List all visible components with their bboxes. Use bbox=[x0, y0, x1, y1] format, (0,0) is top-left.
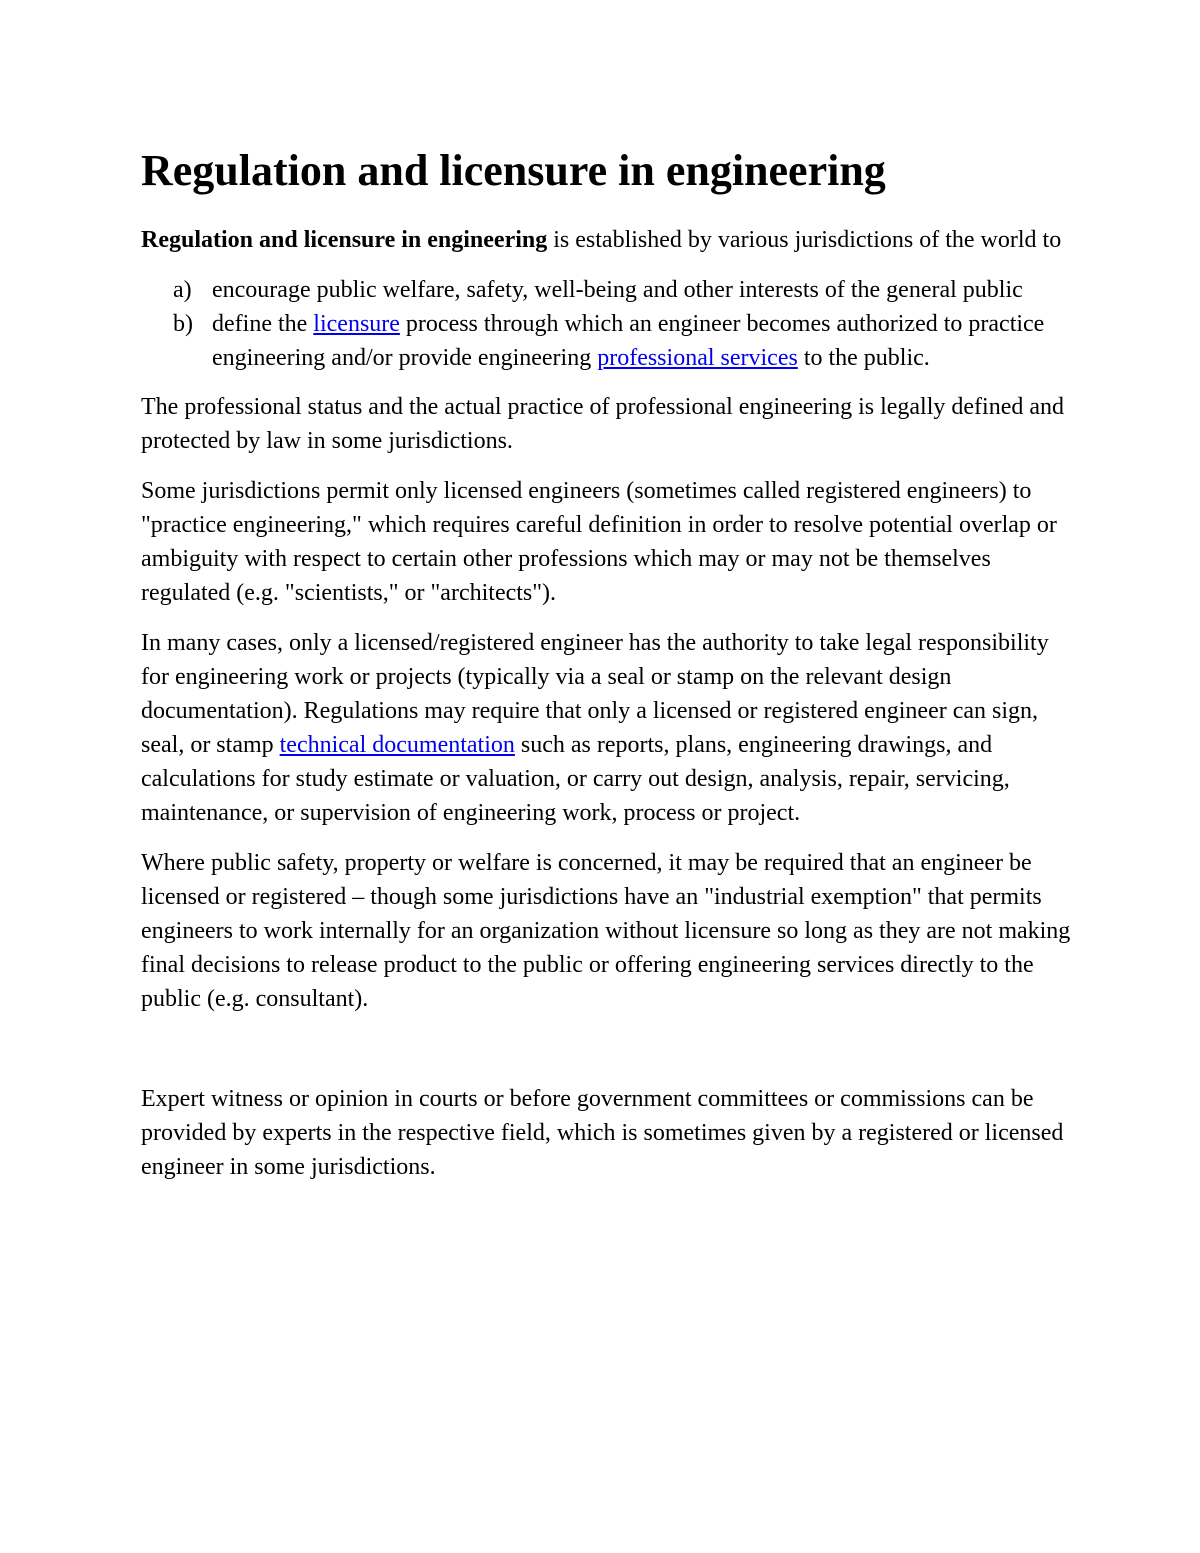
list-marker: a) bbox=[173, 277, 192, 303]
list-item-text: process through which an engineer becomes authorized to practice engineering and/or provide engineering bbox=[212, 311, 1045, 371]
jurisdictions-paragraph: Some jurisdictions permit only licensed engineers (sometimes called registered engineers) to "practice engineering," which requires careful definition in order to resolve potential overlap or ambiguity with respect to certain other professions which may or may not be themselves regulated (e.g. "scientists," or "architects"). bbox=[141, 478, 1057, 606]
list-item-text: encourage public welfare, safety, well-being and other interests of the general public bbox=[212, 277, 1023, 303]
list-item-text: to the public. bbox=[797, 345, 930, 371]
licensure-link[interactable]: licensure bbox=[313, 311, 400, 337]
technical-documentation-link[interactable]: technical documentation bbox=[279, 732, 515, 758]
professional-services-link[interactable]: professional services bbox=[597, 345, 798, 371]
intro-bold-lead: Regulation and licensure in engineering bbox=[141, 227, 548, 253]
responsibility-paragraph bbox=[141, 626, 1071, 830]
list-item bbox=[141, 307, 1071, 375]
list-marker: b) bbox=[173, 311, 193, 337]
intro-paragraph bbox=[141, 223, 1071, 257]
public-safety-paragraph: Where public safety, property or welfare is concerned, it may be required that an engineer be licensed or registered – though some jurisdictions have an "industrial exemption" that permits engineers to work internally for an organization without licensure so long as they are not making final decisions to release product to the public or offering engineering services directly to the public (e.g. consultant). bbox=[141, 850, 1071, 1012]
list-item-text: define the bbox=[212, 311, 314, 337]
expert-witness-paragraph: Expert witness or opinion in courts or before government committees or commissions can be provided by experts in the respective field, which is sometimes given by a registered or licensed engineer in some jurisdictions. bbox=[141, 1086, 1064, 1180]
status-paragraph: The professional status and the actual practice of professional engineering is legally defined and protected by law in some jurisdictions. bbox=[141, 394, 1065, 454]
responsibility-text: such as reports, plans, engineering drawings, and calculations for study estimate or valuation, or carry out design, analysis, repair, servicing, maintenance, or supervision of engineering work, process or project. bbox=[141, 732, 1010, 826]
document-page bbox=[141, 140, 1071, 1184]
list-item bbox=[141, 273, 1071, 307]
intro-text: is established by various jurisdictions of the world to bbox=[547, 227, 1062, 253]
purpose-list bbox=[141, 273, 1071, 375]
page-title: Regulation and licensure in engineering bbox=[141, 146, 886, 195]
responsibility-text: In many cases, only a licensed/registered engineer has the authority to take legal responsibility for engineering work or projects (typically via a seal or stamp on the relevant design documentation). Regulations may require that only a licensed or registered engineer can sign, seal, or stamp bbox=[141, 630, 1049, 758]
